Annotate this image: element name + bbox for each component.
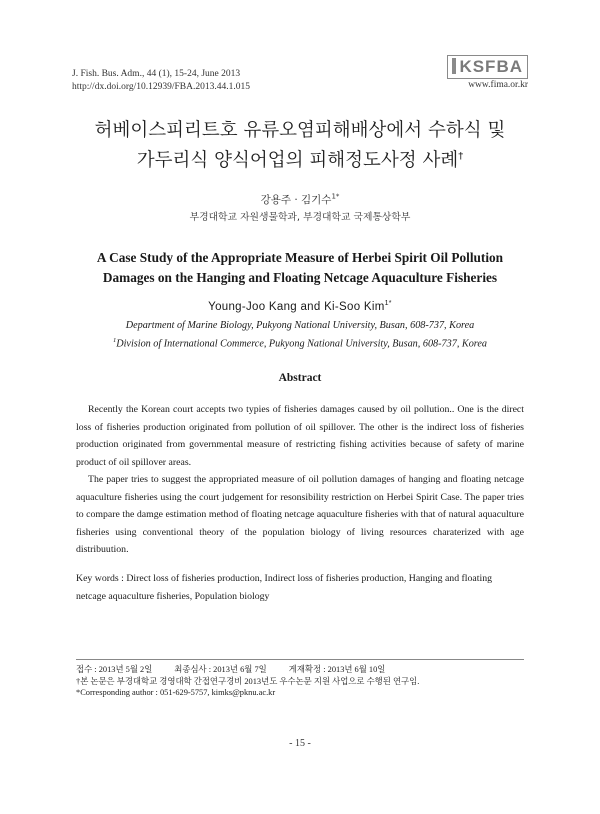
footnote-dates bbox=[76, 664, 524, 676]
authors-korean-names: 강용주 · 김기수 bbox=[260, 194, 332, 206]
date-revised: 최종심사 : 2013년 6월 7일 bbox=[174, 665, 267, 674]
title-korean bbox=[0, 118, 600, 174]
date-received: 접수 : 2013년 5월 2일 bbox=[76, 665, 153, 674]
publisher-url[interactable]: www.fima.or.kr bbox=[468, 80, 528, 90]
funding-dagger: † bbox=[76, 676, 81, 686]
authors-english-mark: 1* bbox=[384, 300, 392, 307]
logo-text: KSFBA bbox=[459, 57, 523, 76]
authors-korean-mark: 1* bbox=[331, 192, 340, 201]
funding-text: 본 논문은 부경대학교 경영대학 간접연구경비 2013년도 우수논문 지원 사업으로 수행된 연구임. bbox=[80, 676, 420, 686]
footnote-corresponding: *Corresponding author : 051-629-5757, kimks@pknu.ac.kr bbox=[76, 688, 276, 697]
keywords-label: Key words : bbox=[76, 573, 127, 584]
keywords bbox=[76, 570, 524, 605]
title-english-line2: Damages on the Hanging and Floating Netcage Aquaculture Fisheries bbox=[102, 270, 498, 285]
journal-citation: J. Fish. Bus. Adm., 44 (1), 15-24, June 2013 bbox=[72, 69, 241, 79]
journal-info bbox=[72, 68, 250, 94]
footnotes bbox=[76, 664, 524, 699]
keywords-text: Direct loss of fisheries production, Indirect loss of fisheries production, Hanging and floating netcage aquaculture fisheries, Population biology bbox=[76, 573, 493, 602]
abstract-paragraph-2: The paper tries to suggest the appropriated measure of oil pollution damages of hanging and floating netcage aquaculture fisheries using the court judgement for resonsibility restriction on Herbei Spirit Case. The paper tries to compare the damge estimation method of floating netcage aquaculture fisheries with that of natural aquaculture fisheries using conventional theory of the population biology of living resources charaterized with age distribuution. bbox=[76, 474, 524, 555]
title-english-line1: A Case Study of the Appropriate Measure of Herbei Spirit Oil Pollution bbox=[96, 250, 504, 265]
title-korean-line1: 허베이스피리트호 유류오염피해배상에서 수하식 및 bbox=[94, 120, 506, 141]
affiliation-english-1: Department of Marine Biology, Pukyong National University, Busan, 608-737, Korea bbox=[125, 320, 475, 331]
ksfba-logo-mark bbox=[447, 55, 528, 79]
authors-korean bbox=[0, 192, 600, 207]
journal-doi[interactable]: http://dx.doi.org/10.12939/FBA.2013.44.1.015 bbox=[72, 82, 250, 92]
affiliation-korean: 부경대학교 자원생물학과, 부경대학교 국제통상학부 bbox=[189, 212, 411, 223]
affiliation-english-2-mark: 1 bbox=[112, 337, 117, 344]
title-korean-line2: 가두리식 양식어업의 피해정도사정 사례 bbox=[136, 150, 459, 172]
title-dagger: † bbox=[458, 151, 464, 162]
abstract-paragraph-1: Recently the Korean court accepts two typies of fisheries damages caused by oil pollution.. One is the direct loss of fisheries production originated from pollution of oil spillover. The other is the indirect loss of fisheries production originated from governmental measure of restricting fishing activities because of safety of marine product of oil spillover areas. bbox=[76, 404, 524, 468]
title-english bbox=[60, 248, 540, 288]
title-korean-line2-wrap bbox=[0, 144, 600, 174]
footnote-divider bbox=[76, 659, 524, 660]
affiliation-english-2-text: Division of International Commerce, Pukyong National University, Busan, 608-737, Korea bbox=[116, 338, 487, 350]
date-accepted: 게재확정 : 2013년 6월 10일 bbox=[288, 665, 386, 674]
authors-english bbox=[0, 300, 600, 313]
page-number: - 15 - bbox=[289, 738, 311, 749]
abstract-heading: Abstract bbox=[278, 372, 322, 384]
publisher-logo bbox=[447, 55, 528, 90]
abstract-body bbox=[76, 401, 524, 559]
authors-english-names: Young-Joo Kang and Ki-Soo Kim bbox=[208, 300, 385, 313]
logo-bar-icon bbox=[452, 58, 456, 74]
affiliation-english-2 bbox=[0, 337, 600, 349]
footnote-funding bbox=[76, 676, 524, 688]
